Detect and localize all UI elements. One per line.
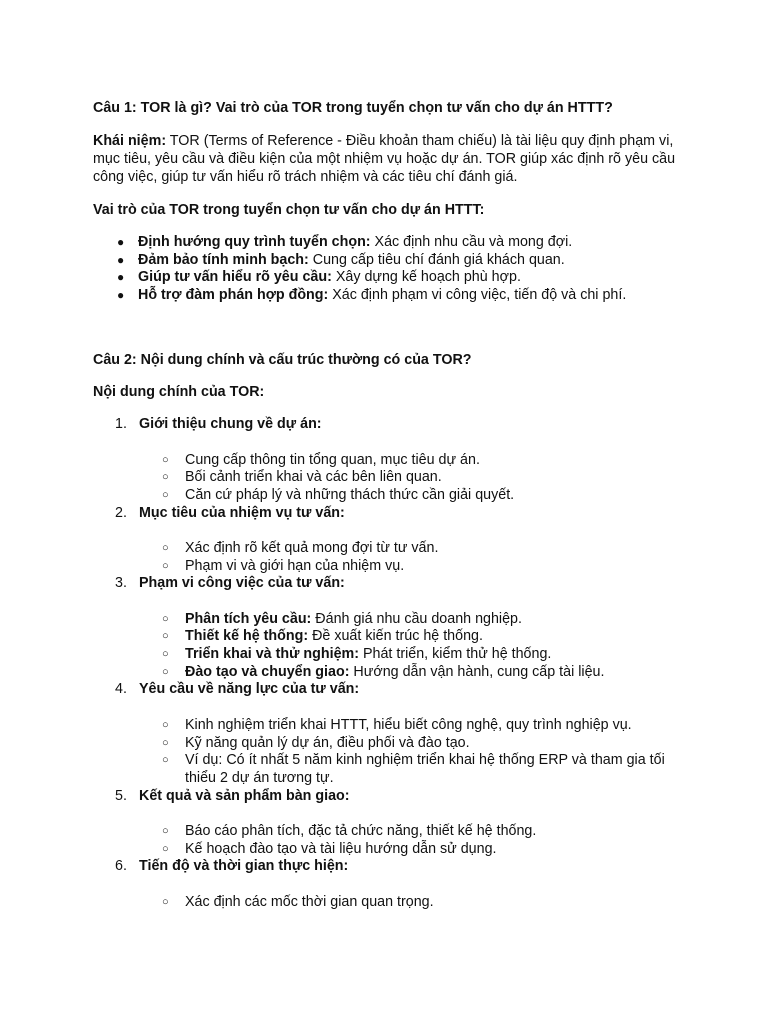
section-title: Kết quả và sản phẩm bàn giao: — [139, 788, 350, 804]
circle-bullet-icon: ○ — [162, 737, 169, 749]
item-label: Đào tạo và chuyển giao: — [185, 664, 350, 680]
concept-label: Khái niệm: — [93, 133, 167, 149]
q1-title: Câu 1: TOR là gì? Vai trò của TOR trong tuyển chọn tư vấn cho dự án HTTT? — [93, 100, 613, 116]
bullet-icon: ● — [117, 235, 125, 249]
bullet-icon: ● — [117, 270, 125, 284]
role-text: Xác định nhu cầu và mong đợi. — [370, 234, 573, 250]
section-number: 4. — [115, 681, 127, 697]
section-number: 3. — [115, 575, 127, 591]
q2-title: Câu 2: Nội dung chính và cấu trúc thường có của TOR? — [93, 352, 472, 368]
section-title: Mục tiêu của nhiệm vụ tư vấn: — [139, 505, 345, 521]
section-title: Giới thiệu chung về dự án: — [139, 416, 322, 432]
section-title: Tiến độ và thời gian thực hiện: — [139, 858, 349, 874]
list-item: Kỹ năng quản lý dự án, điều phối và đào tạo. — [185, 735, 470, 751]
item-text: Đánh giá nhu cầu doanh nghiệp. — [311, 611, 522, 627]
list-item: Cung cấp thông tin tổng quan, mục tiêu dự án. — [185, 452, 480, 468]
bullet-icon: ● — [117, 288, 125, 302]
list-item — [93, 233, 683, 251]
section-number: 6. — [115, 858, 127, 874]
list-item: Báo cáo phân tích, đặc tả chức năng, thiết kế hệ thống. — [185, 823, 537, 839]
circle-bullet-icon: ○ — [162, 613, 169, 625]
list-item: Căn cứ pháp lý và những thách thức cần giải quyết. — [185, 487, 515, 503]
content-heading: Nội dung chính của TOR: — [93, 384, 265, 400]
list-item: Xác định rõ kết quả mong đợi từ tư vấn. — [185, 540, 439, 556]
circle-bullet-icon: ○ — [162, 471, 169, 483]
role-text: Cung cấp tiêu chí đánh giá khách quan. — [308, 252, 565, 268]
list-item — [185, 627, 675, 645]
circle-bullet-icon: ○ — [162, 825, 169, 837]
role-label: Hỗ trợ đàm phán hợp đồng: — [138, 287, 329, 303]
role-text: Xây dựng kế hoạch phù hợp. — [331, 269, 521, 285]
circle-bullet-icon: ○ — [162, 489, 169, 501]
bullet-icon: ● — [117, 253, 125, 267]
section-number: 5. — [115, 788, 127, 804]
role-heading: Vai trò của TOR trong tuyển chọn tư vấn cho dự án HTTT: — [93, 202, 485, 218]
role-label: Giúp tư vấn hiểu rõ yêu cầu: — [138, 269, 332, 285]
list-item — [93, 251, 683, 269]
section-title: Yêu cầu về năng lực của tư vấn: — [139, 681, 360, 697]
list-item: Kinh nghiệm triển khai HTTT, hiểu biết công nghệ, quy trình nghiệp vụ. — [185, 717, 632, 733]
list-item: Kế hoạch đào tạo và tài liệu hướng dẫn sử dụng. — [185, 841, 497, 857]
list-item — [185, 663, 675, 681]
concept-text: TOR (Terms of Reference - Điều khoản tham chiếu) là tài liệu quy định phạm vi, mục tiêu, yêu cầu và điều kiện của một nhiệm vụ hoặc dự án. TOR giúp xác định rõ yêu cầu công việc, giúp tư vấn hiểu rõ trách nhiệm và các tiêu chí đánh giá. — [93, 133, 676, 185]
circle-bullet-icon: ○ — [162, 630, 169, 642]
item-text: Đề xuất kiến trúc hệ thống. — [308, 628, 483, 644]
list-item — [93, 286, 683, 304]
item-label: Phân tích yêu cầu: — [185, 611, 312, 627]
item-text: Phát triển, kiểm thử hệ thống. — [359, 646, 552, 662]
role-label: Đảm bảo tính minh bạch: — [138, 252, 309, 268]
circle-bullet-icon: ○ — [162, 454, 169, 466]
list-item — [185, 610, 675, 628]
item-label: Thiết kế hệ thống: — [185, 628, 309, 644]
circle-bullet-icon: ○ — [162, 666, 169, 678]
circle-bullet-icon: ○ — [162, 754, 169, 766]
circle-bullet-icon: ○ — [162, 843, 169, 855]
circle-bullet-icon: ○ — [162, 719, 169, 731]
list-item — [185, 645, 675, 663]
section-title: Phạm vi công việc của tư vấn: — [139, 575, 345, 591]
item-label: Triển khai và thử nghiệm: — [185, 646, 360, 662]
circle-bullet-icon: ○ — [162, 560, 169, 572]
list-item: Bối cảnh triển khai và các bên liên quan. — [185, 469, 442, 485]
q1-concept-paragraph — [93, 132, 683, 186]
circle-bullet-icon: ○ — [162, 648, 169, 660]
item-text: Hướng dẫn vận hành, cung cấp tài liệu. — [349, 664, 605, 680]
list-item: Phạm vi và giới hạn của nhiệm vụ. — [185, 558, 405, 574]
role-text: Xác định phạm vi công việc, tiến độ và chi phí. — [328, 287, 627, 303]
list-item: Ví dụ: Có ít nhất 5 năm kinh nghiệm triển khai hệ thống ERP và tham gia tối thiểu 2 dự án tương tự. — [185, 752, 665, 786]
list-item — [93, 268, 683, 286]
section-number: 2. — [115, 505, 127, 521]
circle-bullet-icon: ○ — [162, 542, 169, 554]
role-label: Định hướng quy trình tuyển chọn: — [138, 234, 371, 250]
circle-bullet-icon: ○ — [162, 896, 169, 908]
section-number: 1. — [115, 416, 127, 432]
list-item: Xác định các mốc thời gian quan trọng. — [185, 894, 434, 910]
